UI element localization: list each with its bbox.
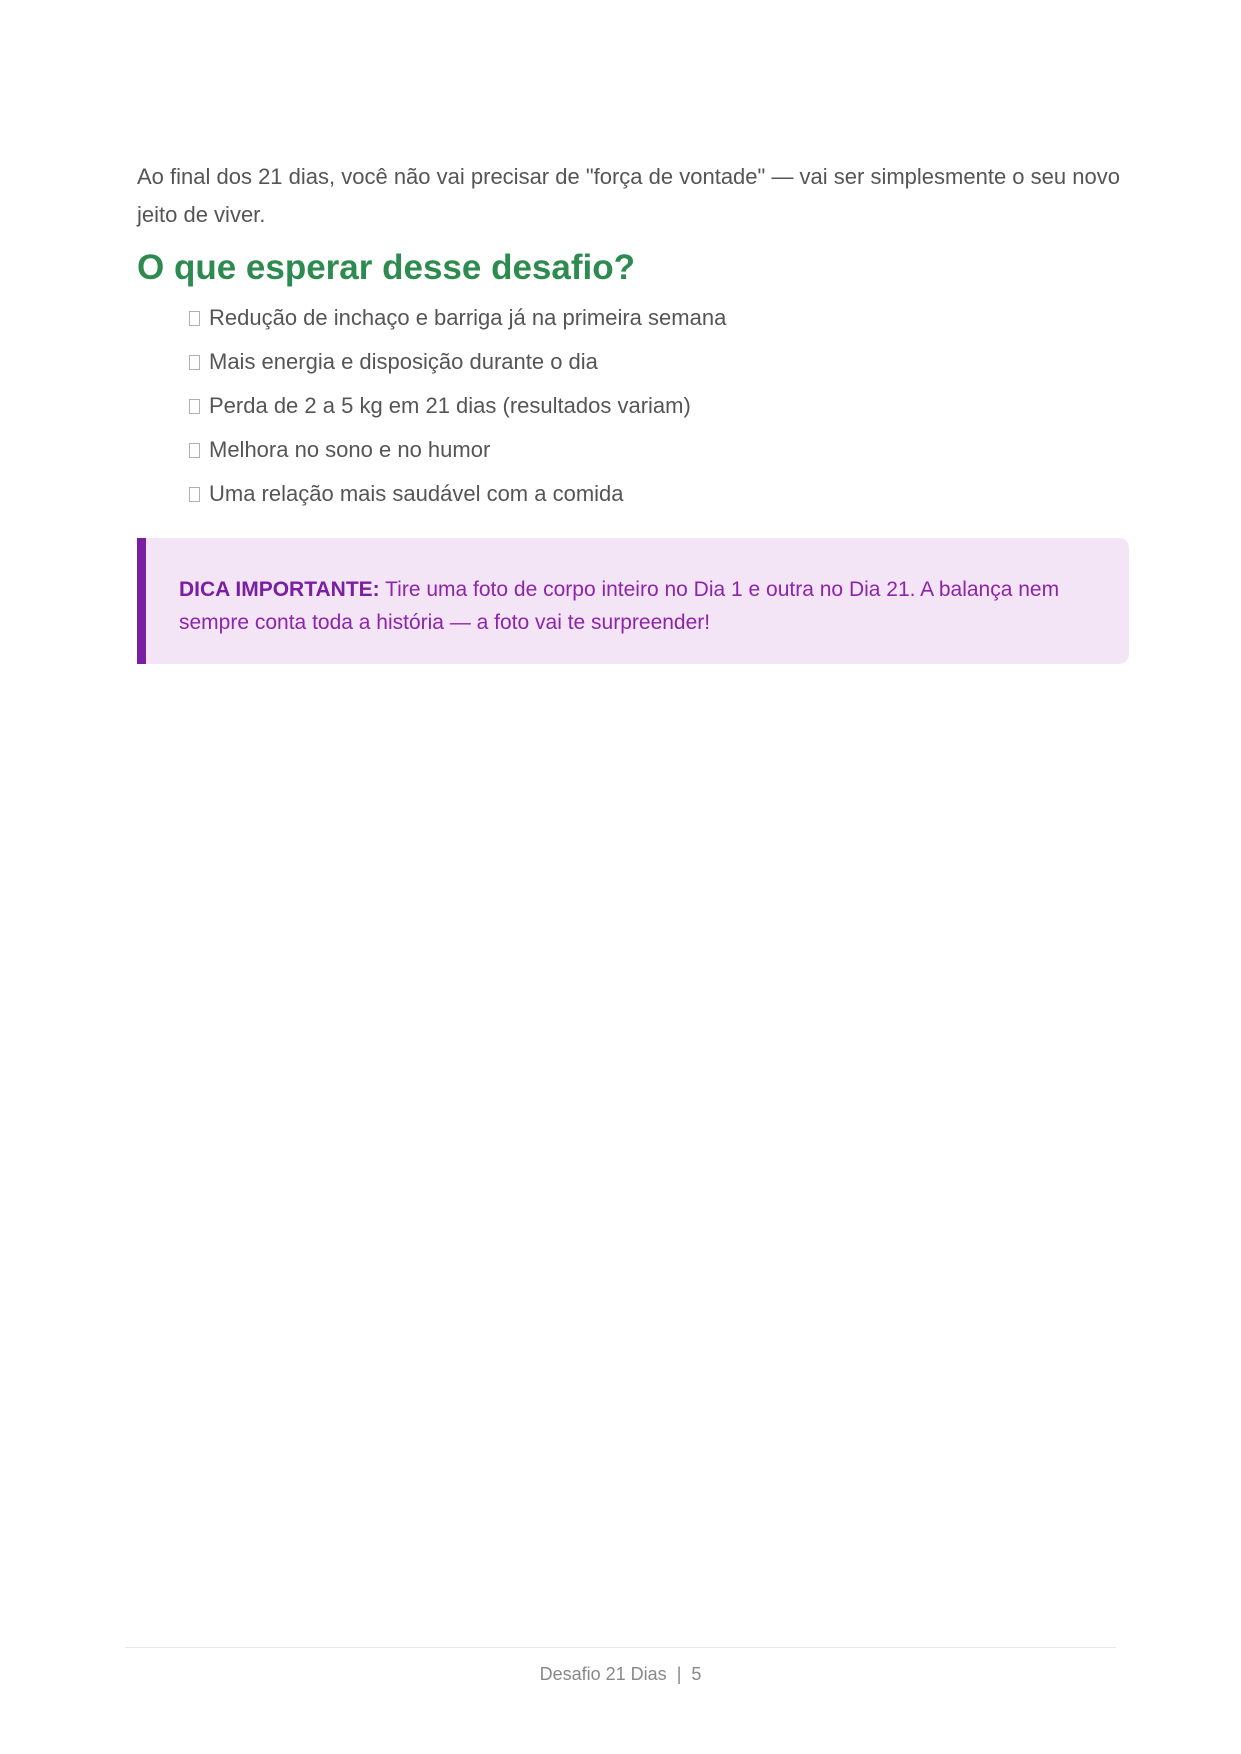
list-item <box>189 472 1129 516</box>
checkbox-icon <box>189 355 200 370</box>
tip-label: DICA IMPORTANTE: <box>179 578 380 601</box>
list-item-text: Redução de inchaço e barriga já na primeira semana <box>209 305 727 330</box>
page-number: 5 <box>691 1664 702 1684</box>
footer-title: Desafio 21 Dias <box>539 1664 667 1684</box>
footer-divider <box>125 1647 1116 1648</box>
page-content <box>137 158 1129 664</box>
list-item <box>189 340 1129 384</box>
list-item-text: Mais energia e disposição durante o dia <box>209 349 598 374</box>
list-item-text: Uma relação mais saudável com a comida <box>209 481 624 506</box>
list-item <box>189 428 1129 472</box>
section-heading: O que esperar desse desafio? <box>137 248 635 287</box>
tip-box <box>137 538 1129 664</box>
tip-text: Tire uma foto de corpo inteiro no Dia 1 e outra no Dia 21. A balança nem sempre conta toda a história — a foto vai te surpreender! <box>179 578 1060 634</box>
checkbox-icon <box>189 311 200 326</box>
page-footer <box>0 1661 1241 1687</box>
checkbox-icon <box>189 399 200 414</box>
footer-separator: | <box>676 1664 682 1684</box>
intro-paragraph: Ao final dos 21 dias, você não vai precisar de "força de vontade" — vai ser simplesmente o seu novo jeito de viver. <box>137 164 1120 227</box>
checkbox-icon <box>189 443 200 458</box>
benefits-list <box>137 296 1129 516</box>
list-item-text: Melhora no sono e no humor <box>209 437 491 462</box>
checkbox-icon <box>189 487 200 502</box>
list-item <box>189 384 1129 428</box>
list-item <box>189 296 1129 340</box>
list-item-text: Perda de 2 a 5 kg em 21 dias (resultados variam) <box>209 393 691 418</box>
